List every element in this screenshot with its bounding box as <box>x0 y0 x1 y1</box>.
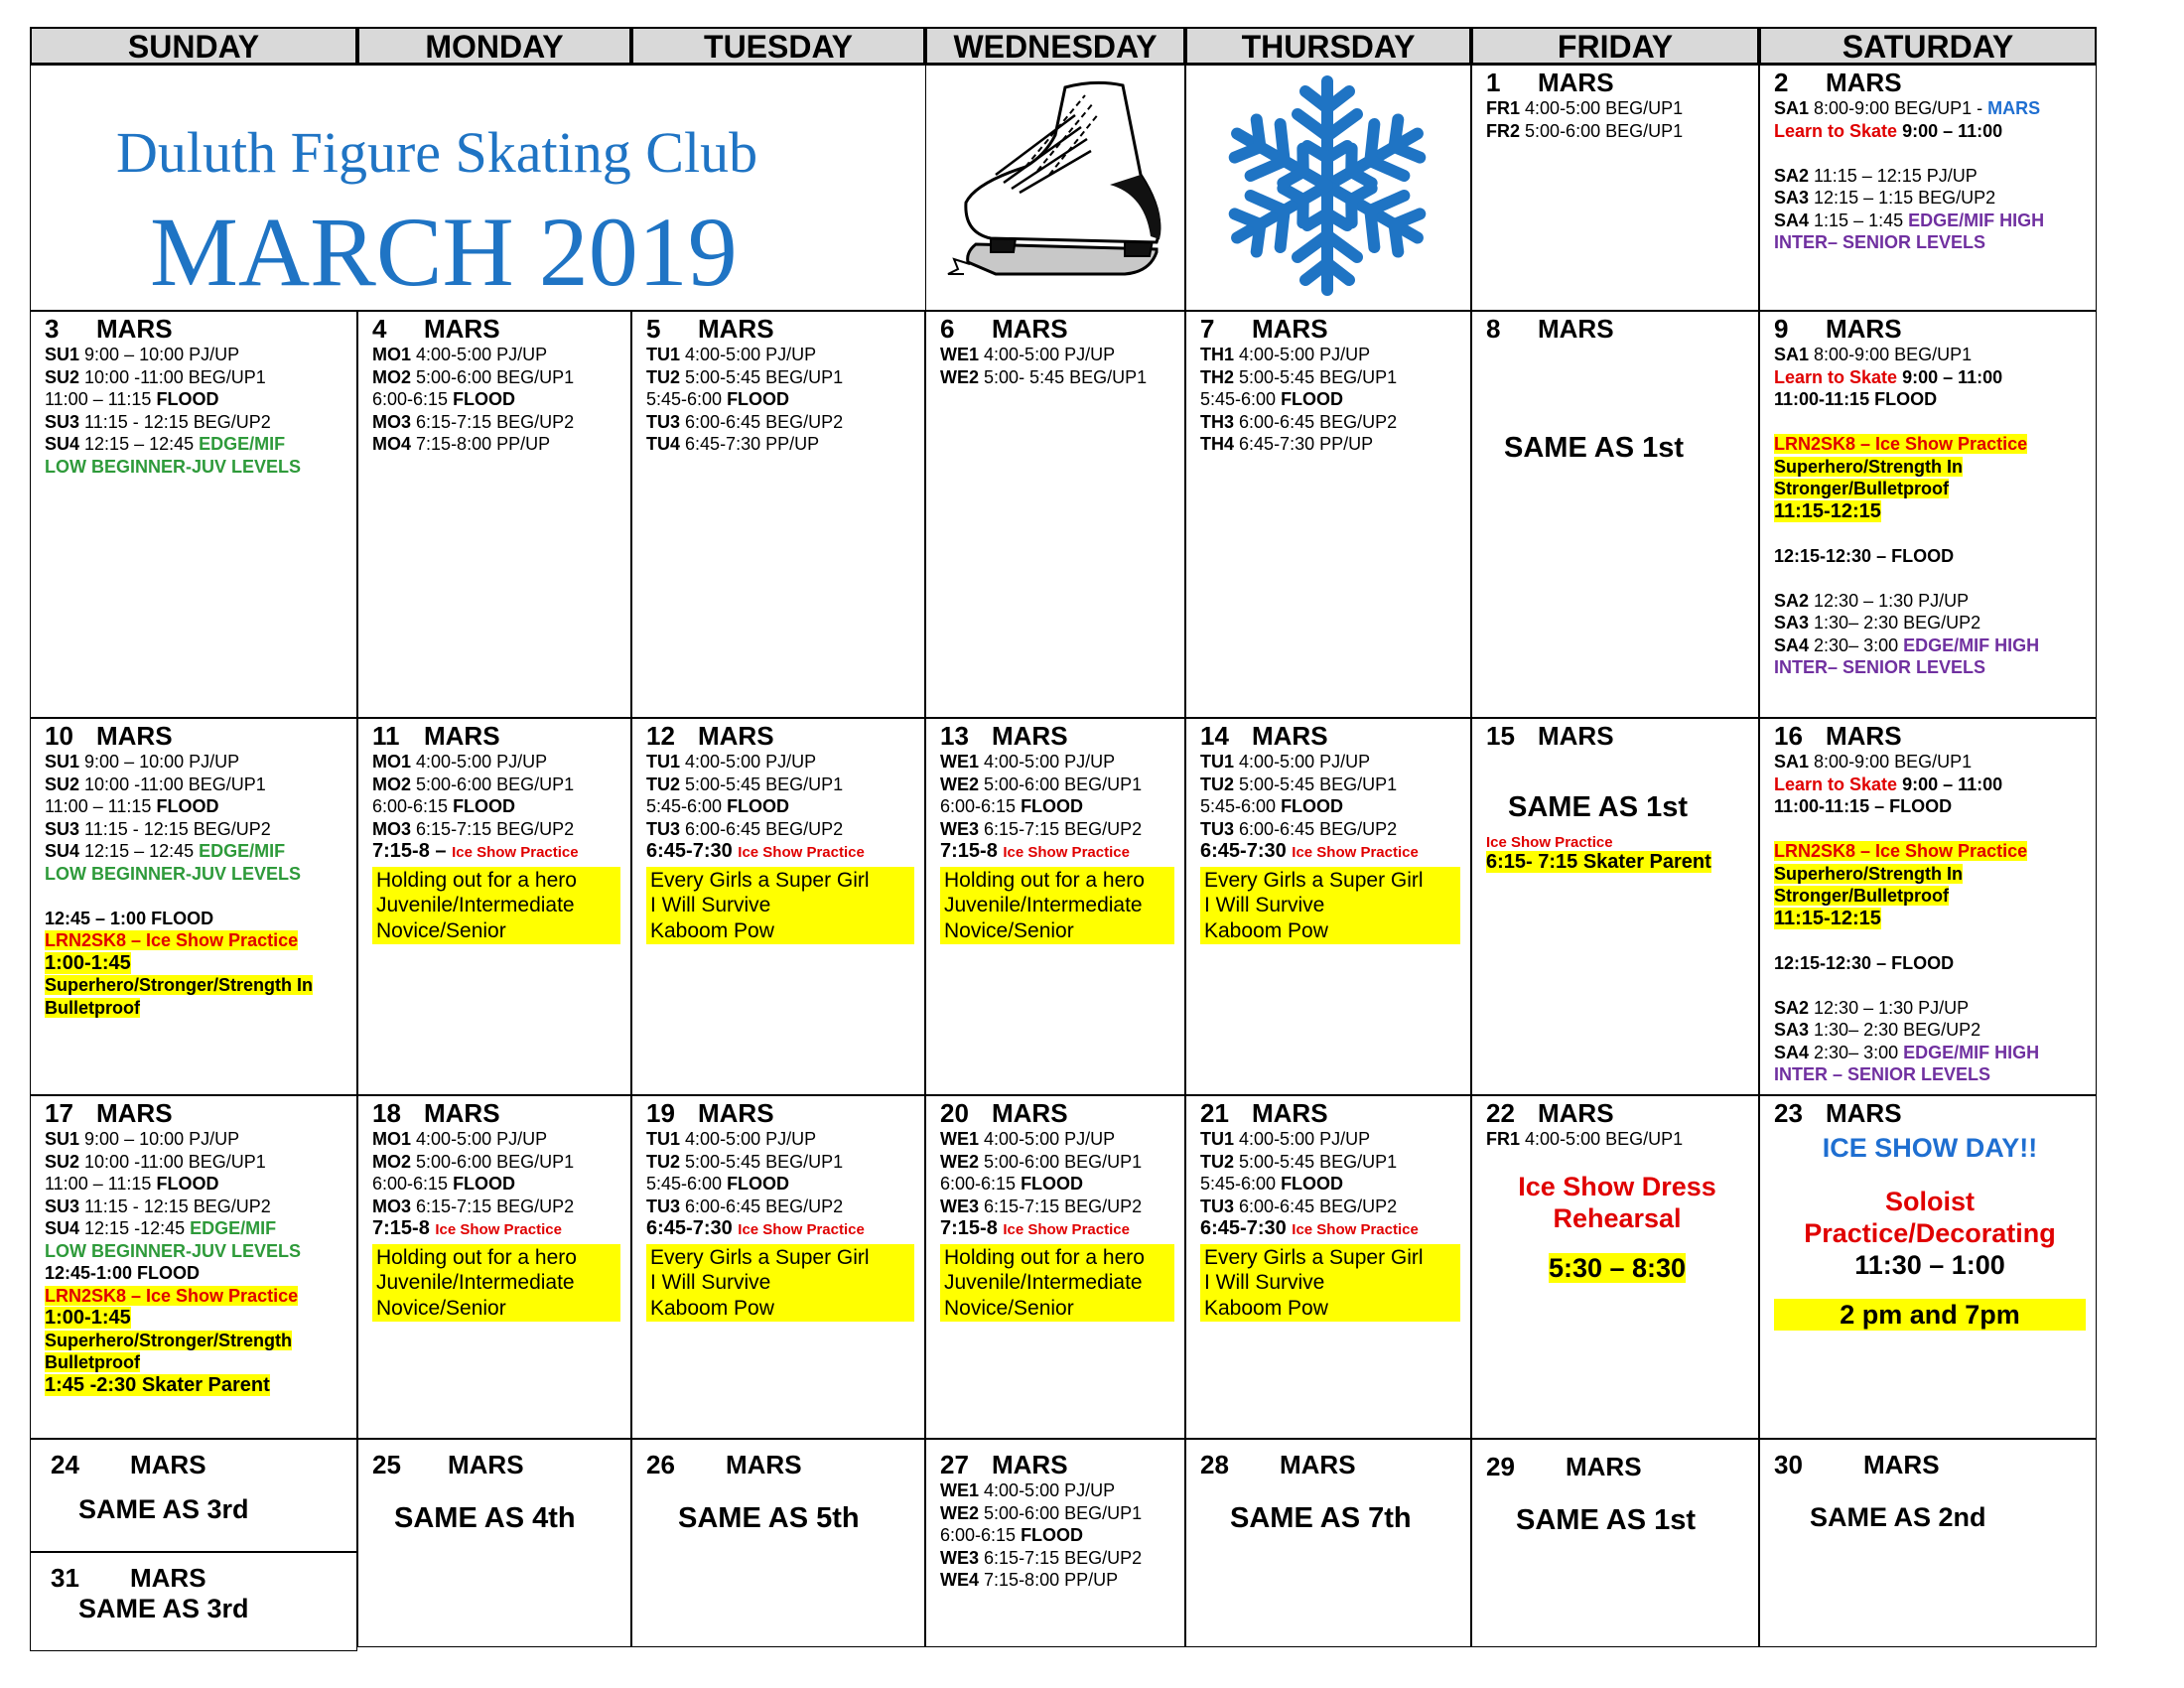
day-9: 9 MARS SA1 8:00-9:00 BEG/UP1 Learn to Skate 9:00 – 11:00 11:00-11:15 FLOOD LRN2SK8 – Ice Show Practice Superhero/Strength In Stronger/Bulletproof 11:15-12:15 12:15-12:30 – FLOOD SA2 12:30 – 1:30 PJ/UP SA3 1:30– 2:30 BEG/UP2 SA4 2:30– 3:00 EDGE/MIF HIGH INTER– SENIOR LEVELS <box>1759 311 2097 718</box>
day-3: 3 MARS SU1 9:00 – 10:00 PJ/UP SU2 10:00 -11:00 BEG/UP1 11:00 – 11:15 FLOOD SU3 11:15 - 12:15 BEG/UP2 SU4 12:15 – 12:45 EDGE/MIF LOW BEGINNER-JUV LEVELS <box>30 311 357 718</box>
day-20: 20 MARS WE1 4:00-5:00 PJ/UP WE2 5:00-6:00 BEG/UP1 6:00-6:15 FLOOD WE3 6:15-7:15 BEG/UP2 7:15-8 Ice Show Practice Holding out for a hero Juvenile/Intermediate Novice/Senior <box>925 1095 1185 1439</box>
day-16: 16 MARS SA1 8:00-9:00 BEG/UP1 Learn to Skate 9:00 – 11:00 11:00-11:15 – FLOOD LRN2SK8 – Ice Show Practice Superhero/Strength In Stronger/Bulletproof 11:15-12:15 12:15-12:30 – FLOOD SA2 12:30 – 1:30 PJ/UP SA3 1:30– 2:30 BEG/UP2 SA4 2:30– 3:00 EDGE/MIF HIGH INTER – SENIOR LEVELS <box>1759 718 2097 1095</box>
day-5: 5 MARS TU1 4:00-5:00 PJ/UP TU2 5:00-5:45 BEG/UP1 5:45-6:00 FLOOD TU3 6:00-6:45 BEG/UP2 TU4 6:45-7:30 PP/UP <box>631 311 925 718</box>
day-23: 23 MARS ICE SHOW DAY!! Soloist Practice/Decorating 11:30 – 1:00 2 pm and 7pm <box>1759 1095 2097 1439</box>
day-7: 7 MARS TH1 4:00-5:00 PJ/UP TH2 5:00-5:45 BEG/UP1 5:45-6:00 FLOOD TH3 6:00-6:45 BEG/UP2 TH4 6:45-7:30 PP/UP <box>1185 311 1471 718</box>
day-2: 2 MARS SA1 8:00-9:00 BEG/UP1 - MARS Learn to Skate 9:00 – 11:00 SA2 11:15 – 12:15 PJ/UP SA3 12:15 – 1:15 BEG/UP2 SA4 1:15 – 1:45 EDGE/MIF HIGH INTER– SENIOR LEVELS <box>1759 65 2097 311</box>
day-26: 26 MARS SAME AS 5th <box>631 1439 925 1647</box>
day-4: 4 MARS MO1 4:00-5:00 PJ/UP MO2 5:00-6:00 BEG/UP1 6:00-6:15 FLOOD MO3 6:15-7:15 BEG/UP2 MO4 7:15-8:00 PP/UP <box>357 311 631 718</box>
snowflake-image-cell <box>1185 65 1471 311</box>
weekday-thursday: THURSDAY <box>1185 27 1471 65</box>
weekday-wednesday: WEDNESDAY <box>925 27 1185 65</box>
day-24: 24 MARS SAME AS 3rd <box>30 1439 357 1552</box>
weekday-tuesday: TUESDAY <box>631 27 925 65</box>
weekday-monday: MONDAY <box>357 27 631 65</box>
weekday-saturday: SATURDAY <box>1759 27 2097 65</box>
day-10: 10 MARS SU1 9:00 – 10:00 PJ/UP SU2 10:00 -11:00 BEG/UP1 11:00 – 11:15 FLOOD SU3 11:15 - 12:15 BEG/UP2 SU4 12:15 – 12:45 EDGE/MIF LOW BEGINNER-JUV LEVELS 12:45 – 1:00 FLOOD LRN2SK8 – Ice Show Practice 1:00-1:45 Superhero/Stronger/Strength In Bulletproof <box>30 718 357 1095</box>
day-17: 17 MARS SU1 9:00 – 10:00 PJ/UP SU2 10:00 -11:00 BEG/UP1 11:00 – 11:15 FLOOD SU3 11:15 - 12:15 BEG/UP2 SU4 12:15 -12:45 EDGE/MIF LOW BEGINNER-JUV LEVELS 12:45-1:00 FLOOD LRN2SK8 – Ice Show Practice 1:00-1:45 Superhero/Stronger/Strength Bulletproof 1:45 -2:30 Skater Parent <box>30 1095 357 1439</box>
day-18: 18 MARS MO1 4:00-5:00 PJ/UP MO2 5:00-6:00 BEG/UP1 6:00-6:15 FLOOD MO3 6:15-7:15 BEG/UP2 7:15-8 Ice Show Practice Holding out for a hero Juvenile/Intermediate Novice/Senior <box>357 1095 631 1439</box>
day-22: 22 MARS FR1 4:00-5:00 BEG/UP1 Ice Show Dress Rehearsal 5:30 – 8:30 <box>1471 1095 1759 1439</box>
day-8: 8 MARS SAME AS 1st <box>1471 311 1759 718</box>
day-15: 15 MARS SAME AS 1st Ice Show Practice 6:15- 7:15 Skater Parent <box>1471 718 1759 1095</box>
day-27: 27 MARS WE1 4:00-5:00 PJ/UP WE2 5:00-6:00 BEG/UP1 6:00-6:15 FLOOD WE3 6:15-7:15 BEG/UP2 WE4 7:15-8:00 PP/UP <box>925 1439 1185 1647</box>
day-6: 6 MARS WE1 4:00-5:00 PJ/UP WE2 5:00- 5:45 BEG/UP1 <box>925 311 1185 718</box>
day-12: 12 MARS TU1 4:00-5:00 PJ/UP TU2 5:00-5:45 BEG/UP1 5:45-6:00 FLOOD TU3 6:00-6:45 BEG/UP2 6:45-7:30 Ice Show Practice Every Girls a Super Girl I Will Survive Kaboom Pow <box>631 718 925 1095</box>
day-30: 30 MARS SAME AS 2nd <box>1759 1439 2097 1647</box>
weekday-sunday: SUNDAY <box>30 27 357 65</box>
weekday-friday: FRIDAY <box>1471 27 1759 65</box>
day-21: 21 MARS TU1 4:00-5:00 PJ/UP TU2 5:00-5:45 BEG/UP1 5:45-6:00 FLOOD TU3 6:00-6:45 BEG/UP2 6:45-7:30 Ice Show Practice Every Girls a Super Girl I Will Survive Kaboom Pow <box>1185 1095 1471 1439</box>
day-14: 14 MARS TU1 4:00-5:00 PJ/UP TU2 5:00-5:45 BEG/UP1 5:45-6:00 FLOOD TU3 6:00-6:45 BEG/UP2 6:45-7:30 Ice Show Practice Every Girls a Super Girl I Will Survive Kaboom Pow <box>1185 718 1471 1095</box>
title-block <box>30 65 925 311</box>
day-29: 29 MARS SAME AS 1st <box>1471 1439 1759 1647</box>
day-28: 28 MARS SAME AS 7th <box>1185 1439 1471 1647</box>
club-name: Duluth Figure Skating Club <box>116 120 758 185</box>
day-31: 31 MARS SAME AS 3rd <box>30 1552 357 1651</box>
day-11: 11 MARS MO1 4:00-5:00 PJ/UP MO2 5:00-6:00 BEG/UP1 6:00-6:15 FLOOD MO3 6:15-7:15 BEG/UP2 7:15-8 – Ice Show Practice Holding out for a hero Juvenile/Intermediate Novice/Senior <box>357 718 631 1095</box>
day-25: 25 MARS SAME AS 4th <box>357 1439 631 1647</box>
day-1: 1 MARS FR1 4:00-5:00 BEG/UP1 FR2 5:00-6:00 BEG/UP1 <box>1471 65 1759 311</box>
day-13: 13 MARS WE1 4:00-5:00 PJ/UP WE2 5:00-6:00 BEG/UP1 6:00-6:15 FLOOD WE3 6:15-7:15 BEG/UP2 7:15-8 Ice Show Practice Holding out for a hero Juvenile/Intermediate Novice/Senior <box>925 718 1185 1095</box>
snowflake-icon <box>1208 71 1446 300</box>
month-title: MARCH 2019 <box>150 197 738 307</box>
ice-skate-icon <box>936 75 1174 284</box>
day-19: 19 MARS TU1 4:00-5:00 PJ/UP TU2 5:00-5:45 BEG/UP1 5:45-6:00 FLOOD TU3 6:00-6:45 BEG/UP2 6:45-7:30 Ice Show Practice Every Girls a Super Girl I Will Survive Kaboom Pow <box>631 1095 925 1439</box>
skate-image-cell <box>925 65 1185 311</box>
